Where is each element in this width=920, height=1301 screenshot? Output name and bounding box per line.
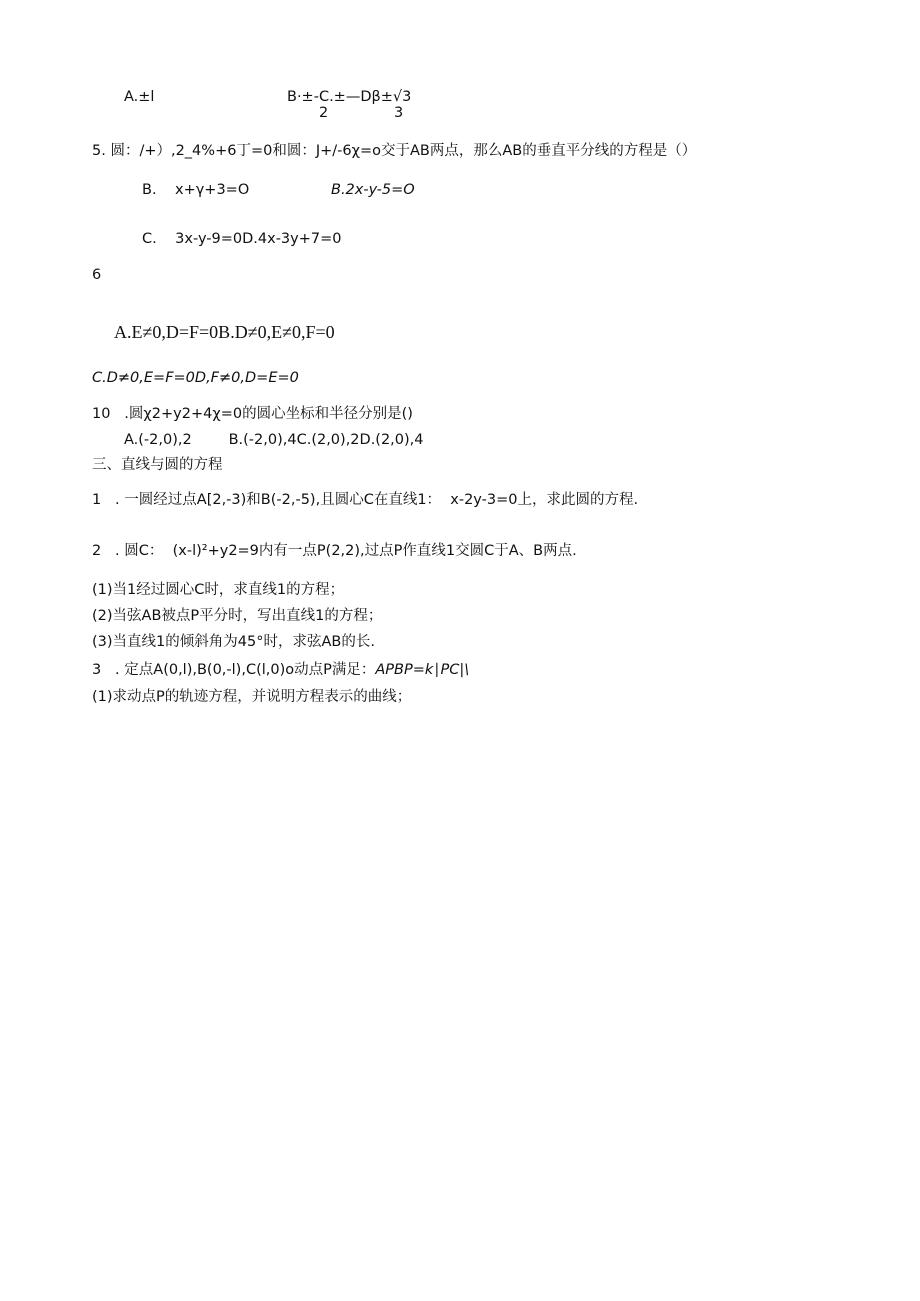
q10-stem: 10 .圆χ2+y2+4χ=0的圆心坐标和半径分别是() — [92, 406, 413, 422]
problem-3-lead: 3 . 定点A(0,l),B(0,-l),C(l,0)o动点P满足： — [92, 662, 376, 678]
q5-option-b-first: B. x+γ+3=O — [142, 182, 250, 198]
problem-2-part-2: (2)当弦AB被点P平分时，写出直线1的方程； — [92, 608, 383, 624]
q4-option-a: A.±l — [124, 89, 155, 105]
q4-subscript-2: 2 — [319, 105, 329, 121]
q4-subscript-3: 3 — [394, 105, 404, 121]
q10-options: A.(-2,0),2 B.(-2,0),4C.(2,0),2D.(2,0),4 — [124, 432, 424, 448]
q6-options-a-b: A.E≠0,D=F=0B.D≠0,E≠0,F=0 — [114, 322, 335, 342]
problem-1: 1 . 一圆经过点A[2,-3)和B(-2,-5),且圆心C在直线1： x-2y-3=0上，求此圆的方程. — [92, 492, 639, 508]
q6-number: 6 — [92, 267, 102, 283]
problem-3 — [92, 661, 469, 679]
q4-options-bcd: B·±-C.±—Dβ±√3 — [287, 89, 412, 105]
section-heading: 三、直线与圆的方程 — [92, 457, 223, 473]
q5-option-b-second: B.2x-y-5=O — [331, 182, 415, 198]
problem-3-formula: APBP=k∣PC|\ — [375, 662, 470, 678]
problem-2-part-3: (3)当直线1的倾斜角为45°时，求弦AB的长. — [92, 634, 375, 650]
q5-stem: 5. 圆：/+）,2_4%+6丁=0和圆：J+/-6χ=o交于AB两点，那么AB的垂直平分线的方程是（） — [92, 143, 697, 159]
q5-option-c-d: C. 3x-y-9=0D.4x-3y+7=0 — [142, 231, 342, 247]
problem-2-part-1: (1)当1经过圆心C时，求直线1的方程； — [92, 582, 345, 598]
problem-3-part-1: (1)求动点P的轨迹方程，并说明方程表示的曲线； — [92, 689, 412, 705]
problem-2: 2 . 圆C： (x-l)²+y2=9内有一点P(2,2),过点P作直线1交圆C于A、B两点. — [92, 543, 577, 559]
q6-options-c-d: C.D≠0,E=F=0D,F≠0,D=E=0 — [92, 370, 299, 386]
